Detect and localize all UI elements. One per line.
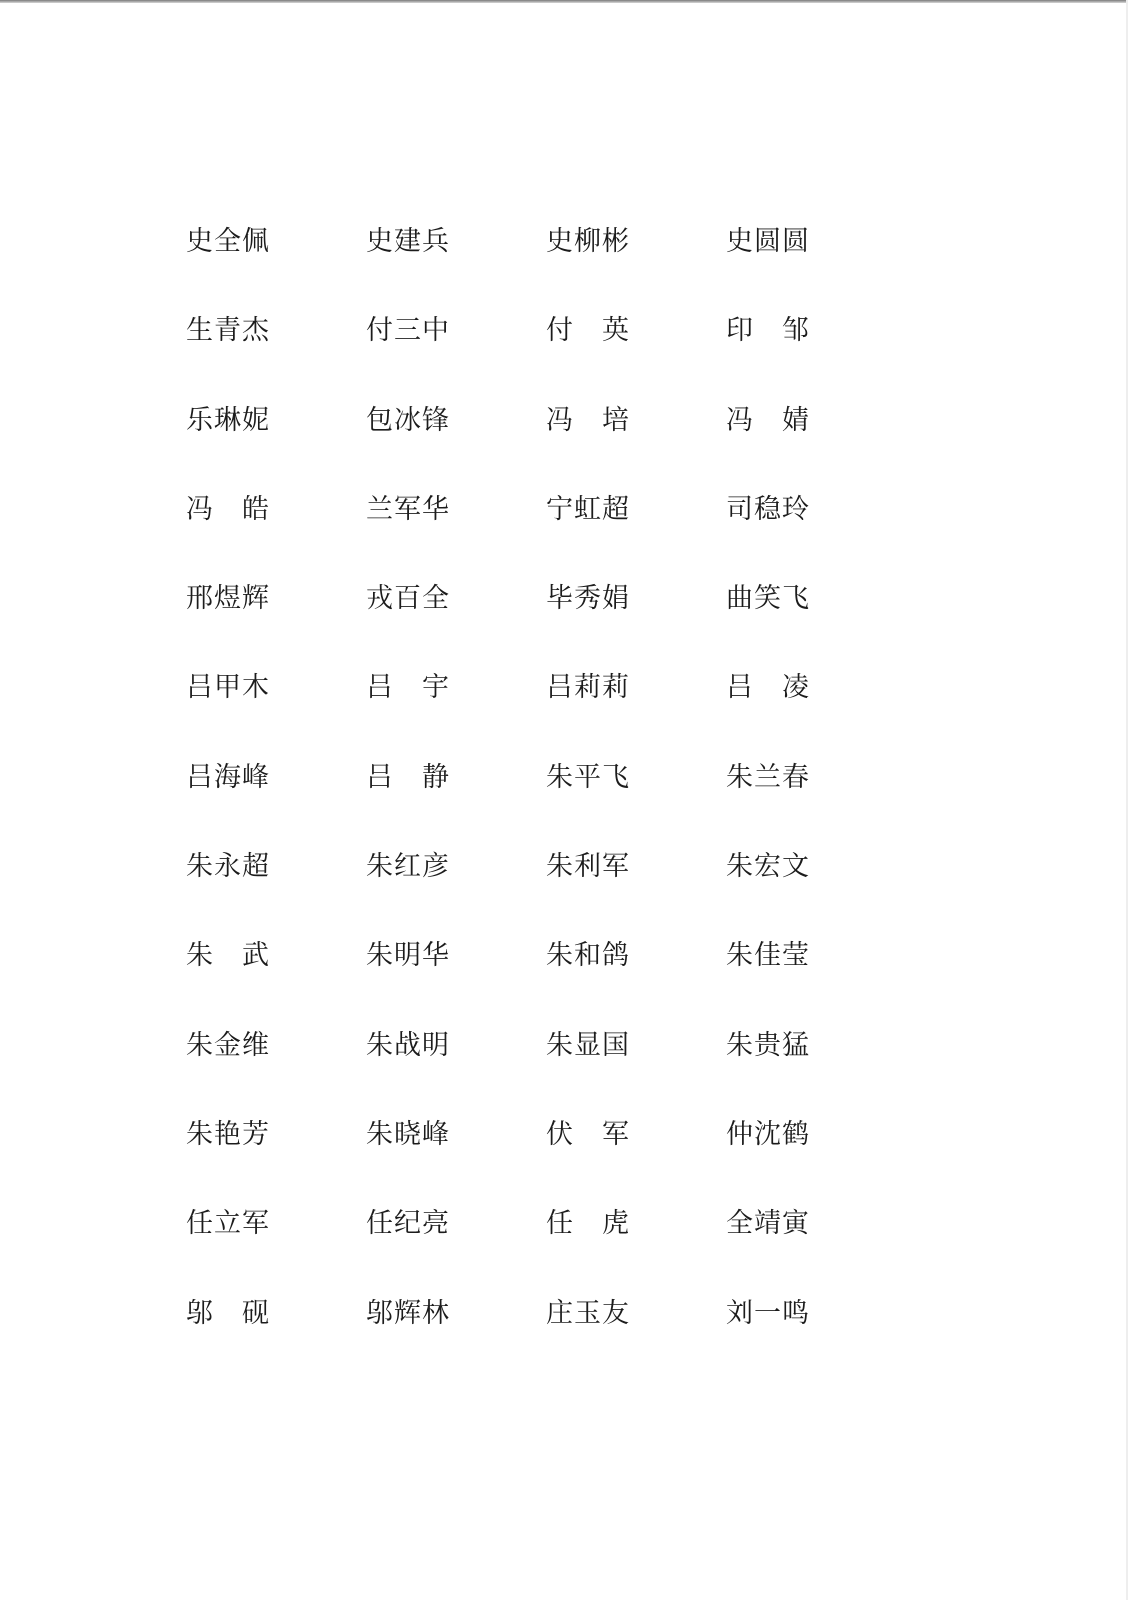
scan-edge-top: [0, 0, 1128, 3]
name-cell: 印 邹: [726, 315, 810, 347]
name-cell: 全靖寅: [726, 1208, 810, 1240]
name-cell: 朱 武: [186, 940, 270, 972]
name-cell: 吕莉莉: [546, 672, 630, 704]
name-cell: 史柳彬: [546, 226, 630, 257]
name-cell: 曲笑飞: [726, 583, 810, 615]
name-cell: 毕秀娟: [546, 583, 630, 615]
name-cell: 朱佳莹: [726, 940, 810, 972]
name-cell: 朱显国: [546, 1029, 630, 1061]
name-cell: 庄玉友: [546, 1297, 630, 1329]
name-row: [186, 401, 906, 490]
name-row: [186, 490, 906, 579]
name-cell: 邬辉林: [366, 1297, 450, 1329]
name-cell: 付三中: [366, 315, 450, 347]
name-row: [186, 1204, 906, 1293]
name-cell: 司稳玲: [726, 493, 810, 525]
name-cell: 宁虹超: [546, 493, 630, 525]
name-cell: 朱兰春: [726, 761, 810, 793]
name-cell: 吕 凌: [726, 672, 810, 704]
name-row: [186, 936, 906, 1025]
name-cell: 任 虎: [546, 1208, 630, 1240]
name-cell: 冯 皓: [186, 493, 270, 525]
name-row: [186, 847, 906, 936]
name-row: [186, 758, 906, 847]
name-cell: 付 英: [546, 315, 630, 347]
name-cell: 朱和鸽: [546, 940, 630, 972]
name-row: [186, 1026, 906, 1115]
name-cell: 朱金维: [186, 1029, 270, 1061]
name-cell: 冯 培: [546, 404, 630, 436]
name-cell: 朱宏文: [726, 851, 810, 883]
name-cell: 任纪亮: [366, 1208, 450, 1240]
name-cell: 吕 静: [366, 761, 450, 793]
name-row: [186, 668, 906, 757]
name-cell: 朱利军: [546, 851, 630, 883]
name-cell: 朱艳芳: [186, 1118, 270, 1150]
name-cell: 朱明华: [366, 940, 450, 972]
name-cell: 朱红彦: [366, 851, 450, 883]
name-cell: 包冰锋: [366, 404, 450, 436]
name-row: [186, 579, 906, 668]
name-cell: 吕甲木: [186, 672, 270, 704]
name-cell: 戎百全: [366, 583, 450, 615]
name-cell: 朱贵猛: [726, 1029, 810, 1061]
name-list-grid: [186, 222, 906, 1383]
name-cell: 朱晓峰: [366, 1118, 450, 1150]
name-cell: 朱平飞: [546, 761, 630, 793]
name-cell: 任立军: [186, 1208, 270, 1240]
name-cell: 刘一鸣: [726, 1297, 810, 1329]
name-cell: 吕海峰: [186, 761, 270, 793]
name-cell: 兰军华: [366, 493, 450, 525]
name-cell: 史全佩: [186, 226, 270, 257]
name-cell: 邢煜辉: [186, 583, 270, 615]
name-cell: 朱永超: [186, 851, 270, 883]
name-cell: 史建兵: [366, 226, 450, 257]
name-cell: 乐琳妮: [186, 404, 270, 436]
name-cell: 邬 砚: [186, 1297, 270, 1329]
name-cell: 伏 军: [546, 1118, 630, 1150]
name-row: [186, 1294, 906, 1383]
name-cell: 冯 婧: [726, 404, 810, 436]
name-cell: 仲沈鹤: [726, 1118, 810, 1150]
name-cell: 朱战明: [366, 1029, 450, 1061]
name-cell: 生青杰: [186, 315, 270, 347]
name-cell: 吕 宇: [366, 672, 450, 704]
name-cell: 史圆圆: [726, 226, 810, 257]
name-row: [186, 311, 906, 400]
name-row: [186, 222, 906, 311]
name-row: [186, 1115, 906, 1204]
